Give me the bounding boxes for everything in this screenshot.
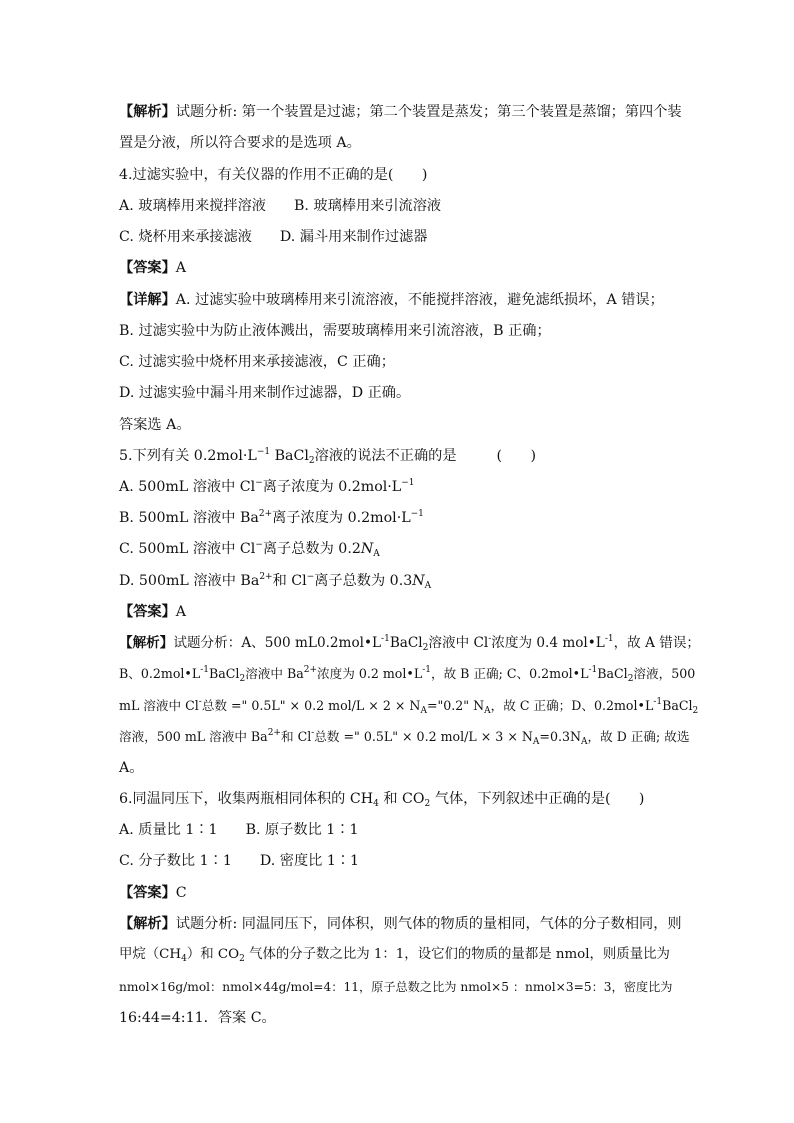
q4-detail-a [119,290,684,310]
q4-conclusion [119,415,684,435]
superscript: - [311,728,315,738]
superscript: 2+ [267,728,281,738]
q3-analysis-line-1 [119,102,684,122]
analysis-text: 溶液，500 [633,666,696,681]
subscript: 4 [373,799,379,809]
avogadro-symbol: N [360,541,374,557]
q6-analysis-line-4 [119,1008,684,1028]
detail-text: D. 过滤实验中漏斗用来制作过滤器，D 正确。 [119,385,411,401]
answer-value: A [175,260,187,276]
answer-tag: 【答案】 [119,885,176,901]
analysis-text: 浓度为 0.4 mol•L [491,635,605,651]
analysis-text: nmol×16g/mol：nmol×44g/mol=4：11，原子总数之比为 nmol×5 ：nmol×3=5：3，密度比为 [119,980,673,994]
superscript: −1 [401,478,415,488]
q4-detail-c [119,352,684,372]
q6-options-ab [119,820,684,840]
subscript: 2 [422,643,429,653]
answer-blank: ( ) [496,448,536,464]
q6-analysis-line-2 [119,945,684,965]
subscript: A [581,737,588,747]
superscript: -1 [588,665,598,675]
q5-analysis-line-3 [119,696,699,716]
q4-options-ab [119,196,684,216]
analysis-text: 总数 =" 0.5L" × 0.2 mol/L × 3 × N [314,729,533,744]
analysis-text: B、0.2mol•L [119,666,201,681]
q6-analysis-line-3 [119,977,684,997]
answer-tag: 【答案】 [119,604,176,620]
analysis-tag: 【解析】 [119,916,176,932]
stem-text: 6.同温同压下，收集两瓶相同体积的 CH [119,791,374,807]
option-a: A. 质量比 1∶1 [119,822,218,838]
analysis-text: 溶液中 Ba [245,666,304,681]
analysis-tag: 【解析】 [119,635,174,651]
analysis-text: 溶液中 Cl [428,635,489,651]
subscript: 4 [181,954,187,964]
analysis-text: 总数 =" 0.5L" × 0.2 mol/L × 2 × N [201,698,421,713]
option-text: B. 500mL 溶液中 Ba [119,510,259,526]
subscript: A [373,549,380,559]
analysis-text: 试题分析: 第一个装置是过滤；第二个装置是蒸发；第三个装置是蒸馏；第四个装 [175,104,682,120]
superscript: −1 [410,509,424,519]
subscript: 2 [239,674,246,684]
analysis-text: BaCl [389,635,423,651]
q5-stem [119,446,684,466]
analysis-text: 试题分析：A、500 mL0.2mol•L [173,635,382,651]
option-c: C. 分子数比 1∶1 [119,853,232,869]
answer-value: A [175,604,187,620]
analysis-text: 和 Cl [280,729,312,744]
analysis-text: =0.3N [539,729,582,744]
analysis-text: BaCl [662,698,693,713]
subscript: 2 [308,456,315,466]
analysis-text: 溶液，500 mL 溶液中 Ba [119,729,268,744]
option-text: 离子总数为 0.3 [314,573,413,589]
q5-analysis-line-5 [119,758,684,778]
option-text: 和 Cl [272,573,307,589]
q4-detail-d [119,383,684,403]
subscript: 2 [692,706,699,716]
conclusion-text: 答案选 A。 [119,417,191,433]
q5-analysis-line-1 [119,633,701,653]
stem-text: 和 CO [378,791,425,807]
subscript: A [420,706,427,716]
detail-text: A. 过滤实验中玻璃棒用来引流溶液，不能搅拌溶液，避免滤纸损坏，A 错误； [175,292,664,308]
superscript: -1 [604,634,614,644]
superscript: 2+ [303,665,318,675]
subscript: A [484,706,491,716]
option-a: A. 玻璃棒用来搅拌溶液 [119,198,266,214]
q5-option-a [119,477,684,497]
superscript: − [306,572,315,582]
subscript: 2 [424,799,431,809]
q6-options-cd [119,851,684,871]
stem-text: 气体，下列叙述中正确的是( ) [430,791,645,807]
option-d: D. 漏斗用来制作过滤器 [279,229,428,245]
question-stem-text: 4.过滤实验中，有关仪器的作用不正确的是( ) [119,167,428,183]
analysis-text: ）和 CO [186,947,240,962]
option-text: A. 500mL 溶液中 Cl [119,479,256,495]
analysis-text: 气体的分子数之比为 1：1，设它们的物质的量都是 nmol，则质量比为 [244,947,670,962]
analysis-text: ="0.2" N [426,698,485,713]
q6-stem [119,789,684,809]
q5-option-c [119,539,684,559]
avogadro-symbol: N [412,573,425,589]
analysis-text: ，故 A 错误； [613,635,701,651]
q5-answer [119,602,684,622]
q6-analysis-line-1 [119,914,684,934]
analysis-text: BaCl [209,666,240,681]
q5-analysis-line-4 [119,727,690,747]
stem-text: BaCl [270,448,309,464]
subscript: A [532,737,540,747]
answer-tag: 【答案】 [119,260,176,276]
option-text: D. 500mL 溶液中 Ba [119,573,260,589]
stem-text: 溶液的说法不正确的是 [314,448,457,464]
detail-tag: 【详解】 [119,292,176,308]
q4-options-cd [119,227,684,247]
answer-value: C [175,885,187,901]
subscript: A [424,581,432,591]
analysis-text: A。 [119,760,144,776]
analysis-text: 置是分液，所以符合要求的是选项 A。 [119,135,361,151]
q6-answer [119,883,684,903]
option-text: 离子总数为 0.2 [262,541,361,557]
option-b: B. 原子数比 1∶1 [245,822,359,838]
superscript: − [255,478,263,488]
subscript: 2 [627,674,634,684]
option-d: D. 密度比 1∶1 [259,853,360,869]
detail-text: B. 过滤实验中为防止液体溅出，需要玻璃棒用来引流溶液，B 正确； [119,323,551,339]
analysis-text: 16:44=4:11．答案 C。 [119,1010,276,1026]
q5-analysis-line-2 [119,664,696,684]
option-text: C. 500mL 溶液中 Cl [119,541,256,557]
analysis-text: ，故 C 正确；D、0.2mol•L [490,698,654,713]
superscript: 2+ [259,572,273,582]
analysis-text: ，故 B 正确; C、0.2mol•L [430,666,589,681]
q4-stem [119,165,684,185]
option-text: 离子浓度为 0.2mol·L [272,510,411,526]
option-c: C. 烧杯用来承接滤液 [119,229,252,245]
superscript: - [198,697,202,707]
q5-option-b [119,508,684,528]
analysis-tag: 【解析】 [119,104,176,120]
superscript: − [255,540,263,550]
superscript: 2+ [258,509,273,519]
option-b: B. 玻璃棒用来引流溶液 [293,198,442,214]
analysis-text: 甲烷（CH [119,947,182,962]
analysis-text: mL 溶液中 Cl [119,698,199,713]
analysis-text: BaCl [597,666,628,681]
superscript: -1 [200,665,210,675]
analysis-text: 试题分析: 同温同压下，同体积，则气体的物质的量相同，气体的分子数相同，则 [175,916,682,932]
superscript: -1 [381,634,390,644]
superscript: −1 [256,447,271,457]
superscript: -1 [422,665,431,675]
q4-answer [119,258,684,278]
option-text: 离子浓度为 0.2mol·L [262,479,402,495]
q4-detail-b [119,321,684,341]
subscript: 2 [239,954,245,964]
superscript: - [488,634,492,644]
analysis-text: ，故 D 正确; 故选 [587,729,690,744]
analysis-text: 浓度为 0.2 mol•L [317,666,423,681]
q5-option-d [119,571,684,591]
detail-text: C. 过滤实验中烧杯用来承接滤液，C 正确； [119,354,395,370]
q3-analysis-line-2 [119,133,684,153]
stem-text: 5.下列有关 0.2mol·L [119,448,257,464]
superscript: -1 [653,697,663,707]
